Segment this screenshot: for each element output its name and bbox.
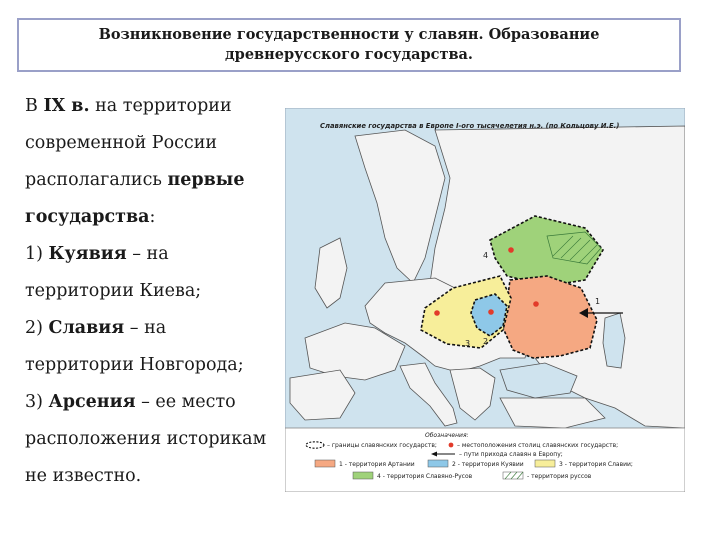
legend-slavyano-rusy-swatch <box>353 472 373 479</box>
text-fragment: 3) <box>25 392 49 412</box>
text-fragment: – на <box>126 244 169 264</box>
text-line-9 <box>25 384 275 421</box>
text-line-7 <box>25 310 275 347</box>
states-bold: государства <box>25 207 150 227</box>
text-line-4 <box>25 199 275 236</box>
slavia-bold: Славия <box>48 318 125 338</box>
legend-item-1: 1 - территория Артании <box>339 461 415 468</box>
text-fragment: 2) <box>25 318 49 338</box>
text-line-3 <box>25 162 275 199</box>
historical-map <box>285 108 685 492</box>
text-fragment: В <box>25 96 44 116</box>
legend-border: – границы славянских государств; <box>327 442 437 449</box>
legend-slavia-swatch <box>535 460 555 467</box>
title-line-1: Возникновение государственности у славян. Образование <box>98 26 600 43</box>
legend-kuyavia-swatch <box>428 460 448 467</box>
text-fragment: : <box>149 207 156 227</box>
capital-dot <box>508 247 514 253</box>
legend-item-4: 4 - территория Славяно-Русов <box>377 473 473 480</box>
legend-route: – пути прихода славян в Европу; <box>459 451 563 458</box>
map-title: Славянские государства в Европе I-ого тысячелетия н.э. (по Кольцову И.Е.) <box>320 122 620 130</box>
label-3: 3 <box>465 339 471 348</box>
capital-dot <box>434 310 440 316</box>
legend-capital: – местоположения столиц славянских государств; <box>457 442 619 449</box>
legend <box>285 428 685 492</box>
label-4: 4 <box>483 251 489 260</box>
text-line-8: территории Новгорода; <box>25 355 244 375</box>
legend-item-5: - территория руссов <box>527 473 592 480</box>
legend-artania-swatch <box>315 460 335 467</box>
body-text <box>25 88 275 495</box>
caspian-sea <box>603 313 625 368</box>
text-fragment: располагались <box>25 170 168 190</box>
text-fragment: – ее место <box>135 392 236 412</box>
capital-dot <box>488 309 494 315</box>
text-line-10: расположения историкам <box>25 429 267 449</box>
text-line-11: не известно. <box>25 466 142 486</box>
label-2: 2 <box>483 337 489 346</box>
legend-heading: Обозначения: <box>425 432 469 439</box>
century-bold: IX в. <box>43 96 90 116</box>
legend-box <box>285 428 685 492</box>
kuyavia-bold: Куявия <box>48 244 127 264</box>
capital-dot <box>533 301 539 307</box>
text-line-1 <box>25 88 275 125</box>
text-fragment: на территории <box>89 96 232 116</box>
legend-item-3: 3 - территория Славии; <box>559 461 633 468</box>
legend-item-2: 2 - территория Куявии <box>452 461 524 468</box>
slide-title <box>99 25 600 65</box>
legend-capital-symbol <box>449 443 454 448</box>
arsenia-bold: Арсения <box>48 392 136 412</box>
title-line-2: древнерусского государства. <box>225 46 473 63</box>
text-fragment: – на <box>124 318 167 338</box>
label-1: 1 <box>595 297 601 306</box>
first-bold: первые <box>167 170 245 190</box>
text-fragment: 1) <box>25 244 49 264</box>
text-line-5 <box>25 236 275 273</box>
text-line-2: современной России <box>25 133 218 153</box>
text-line-6: территории Киева; <box>25 281 202 301</box>
slide-title-box <box>17 18 681 72</box>
